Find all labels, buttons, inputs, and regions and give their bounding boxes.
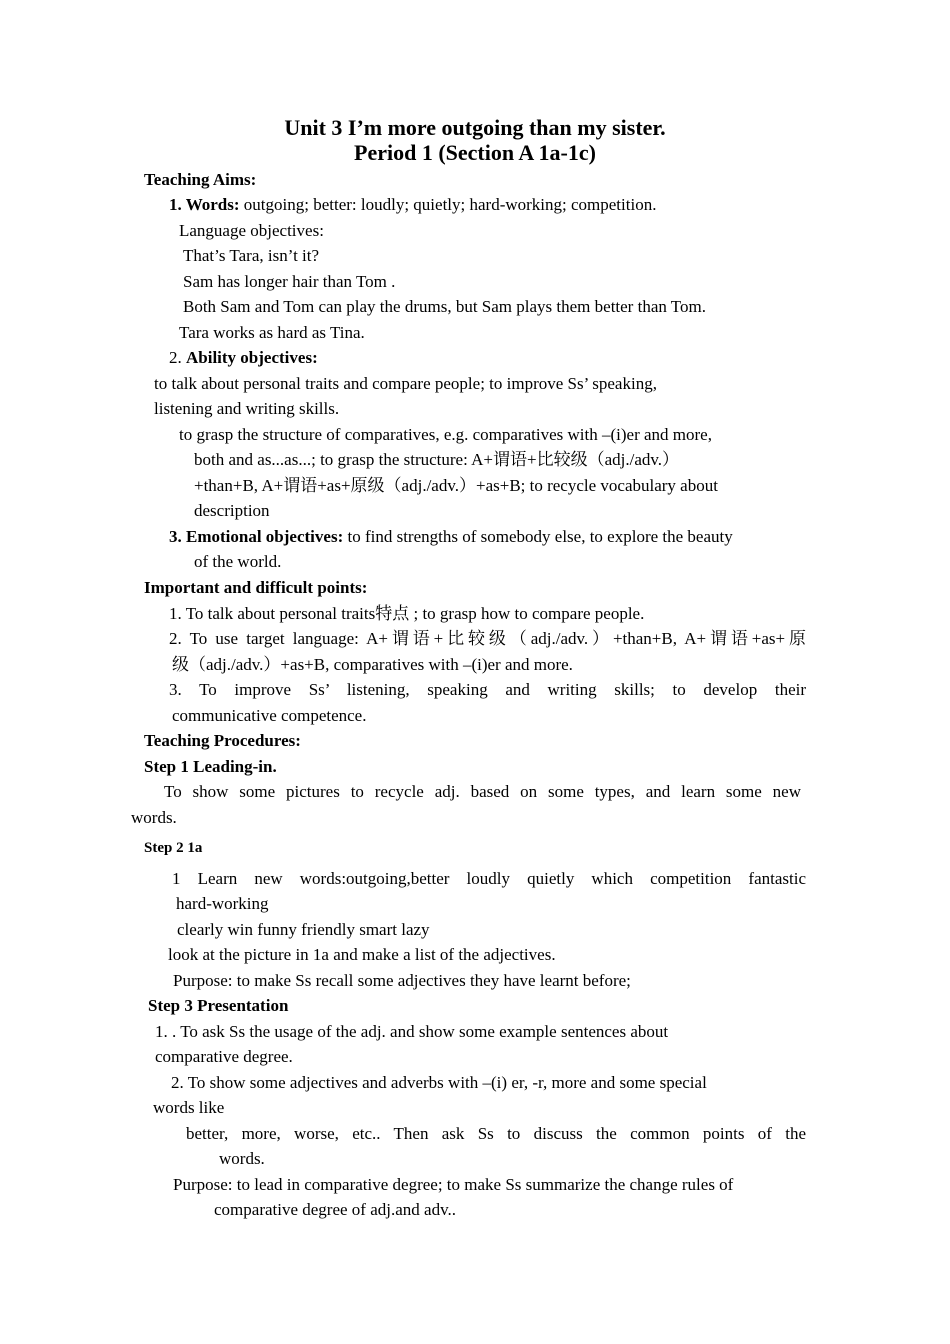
step3-purpose: Purpose: to lead in comparative degree; to make Ss summarize the change rules of xyxy=(173,1175,734,1194)
language-objectives-heading: Language objectives: xyxy=(179,221,324,240)
teaching-procedures-heading: Teaching Procedures: xyxy=(144,731,301,750)
step2-heading: Step 2 1a xyxy=(144,840,203,856)
grasp-line: +than+B, A+谓语+as+原级（adj./adv.）+as+B; to recycle vocabulary about xyxy=(194,476,718,495)
important-point-line: communicative competence. xyxy=(172,706,367,725)
ability-line: listening and writing skills. xyxy=(154,399,340,418)
words-label: 1. Words: xyxy=(169,195,240,214)
step3-purpose-continuation: comparative degree of adj.and adv.. xyxy=(214,1200,456,1219)
grasp-line: description xyxy=(194,501,270,520)
important-point-line: 级（adj./adv.）+as+B, comparatives with –(i)er and more. xyxy=(172,655,573,674)
step2-line: look at the picture in 1a and make a list of the adjectives. xyxy=(168,945,556,964)
step1-line: To show some pictures to recycle adj. based on some types, and learn some new xyxy=(164,782,801,801)
step3-line: 2. To show some adjectives and adverbs with –(i) er, -r, more and some special xyxy=(171,1073,707,1092)
teaching-aims-heading: Teaching Aims: xyxy=(144,170,257,189)
step3-line: words like xyxy=(153,1098,225,1117)
emotional-label: 3. Emotional objectives: xyxy=(169,527,344,546)
step3-line: better, more, worse, etc.. Then ask Ss to discuss the common points of the xyxy=(186,1124,806,1143)
emotional-objectives-line xyxy=(169,527,733,547)
important-point-line: 2. To use target language: A+谓语+比较级（adj./adv.）+than+B, A+谓语+as+原 xyxy=(169,629,806,648)
words-text: outgoing; better: loudly; quietly; hard-working; competition. xyxy=(239,195,657,214)
emotional-continuation: of the world. xyxy=(194,552,282,571)
words-line xyxy=(169,195,656,215)
step1-heading: Step 1 Leading-in. xyxy=(144,757,277,776)
important-points-heading: Important and difficult points: xyxy=(144,578,368,597)
step3-line: comparative degree. xyxy=(155,1047,293,1066)
ability-line: to talk about personal traits and compare people; to improve Ss’ speaking, xyxy=(154,374,657,393)
page-subtitle: Period 1 (Section A 1a-1c) xyxy=(354,140,596,165)
grasp-line: both and as...as...; to grasp the structure: A+谓语+比较级（adj./adv.） xyxy=(194,450,680,469)
grasp-line: to grasp the structure of comparatives, e.g. comparatives with –(i)er and more, xyxy=(179,425,712,444)
step1-line: words. xyxy=(131,808,177,827)
important-point-line: 1. To talk about personal traits特点 ; to grasp how to compare people. xyxy=(169,604,645,623)
step2-line: 1 Learn new words:outgoing,better loudly quietly which competition fantastic xyxy=(172,869,806,888)
step2-purpose: Purpose: to make Ss recall some adjectives they have learnt before; xyxy=(173,971,631,990)
ability-number: 2. xyxy=(169,348,186,367)
page-title: Unit 3 I’m more outgoing than my sister. xyxy=(284,115,666,140)
step3-heading: Step 3 Presentation xyxy=(148,996,289,1015)
language-line: Sam has longer hair than Tom . xyxy=(183,272,396,291)
emotional-text: to find strengths of somebody else, to explore the beauty xyxy=(343,527,733,546)
ability-label: Ability objectives: xyxy=(186,348,318,367)
language-line: That’s Tara, isn’t it? xyxy=(183,246,320,265)
step2-line: hard-working xyxy=(176,894,269,913)
step3-line: 1. . To ask Ss the usage of the adj. and show some example sentences about xyxy=(155,1022,669,1041)
ability-objectives-line xyxy=(169,348,318,368)
language-line: Tara works as hard as Tina. xyxy=(179,323,365,342)
important-point-line: 3. To improve Ss’ listening, speaking and writing skills; to develop their xyxy=(169,680,806,699)
language-line: Both Sam and Tom can play the drums, but Sam plays them better than Tom. xyxy=(183,297,706,316)
step2-line: clearly win funny friendly smart lazy xyxy=(177,920,430,939)
step3-line: words. xyxy=(219,1149,265,1168)
